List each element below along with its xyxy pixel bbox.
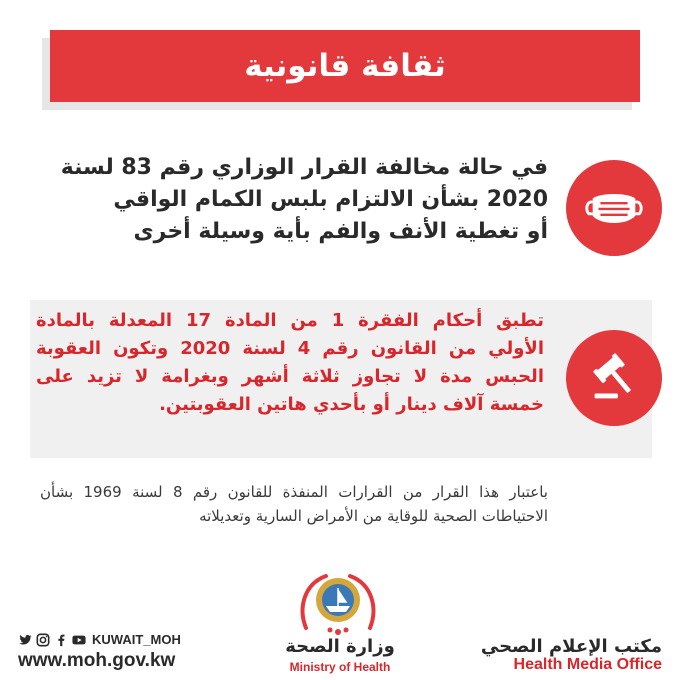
office-name-arabic: مكتب الإعلام الصحي: [480, 636, 662, 657]
violation-line: أو تغطية الأنف والفم بأية وسيلة أخرى: [133, 219, 548, 244]
instagram-icon[interactable]: [36, 633, 50, 647]
social-handle[interactable]: KUWAIT_MOH: [92, 632, 181, 647]
ministry-emblem: [296, 568, 380, 644]
ministry-name-english: Ministry of Health: [289, 660, 391, 674]
website-link[interactable]: www.moh.gov.kw: [18, 650, 176, 671]
violation-statement: [40, 152, 548, 248]
ministry-name-arabic: وزارة الصحة: [285, 636, 395, 657]
banner: [42, 30, 640, 114]
penalty-text: تطبق أحكام الفقرة 1 من المادة 17 المعدلة بالمادة الأولي من القانون رقم 4 لسنة 2020 وتكون العقوبة الحبس مدة لا تجاوز ثلاثة أشهر وبغرامة لا تزيد على خمسة آلاف دينار أو بأحدي هاتين العقوبتين.: [36, 310, 545, 415]
violation-line: 2020 بشأن الالتزام بلبس الكمام الواقي: [113, 187, 548, 212]
violation-line: في حالة مخالفة القرار الوزاري رقم 83 لسنة: [60, 155, 548, 180]
facebook-icon[interactable]: [54, 633, 68, 647]
office-name-english: Health Media Office: [513, 656, 662, 673]
social-links: [18, 632, 181, 647]
footer: [0, 568, 680, 680]
gavel-icon: [566, 330, 662, 426]
banner-bar: [50, 30, 640, 102]
legal-basis-text: باعتبار هذا القرار من القرارات المنفذة للقانون رقم 8 لسنة 1969 بشأن الاحتياطات الصحية للوقاية من الأمراض السارية وتعديلاته: [40, 483, 548, 525]
face-mask-icon: [566, 160, 662, 256]
page-title: ثقافة قانونية: [244, 48, 446, 84]
twitter-icon[interactable]: [18, 633, 32, 647]
youtube-icon[interactable]: [72, 633, 86, 647]
